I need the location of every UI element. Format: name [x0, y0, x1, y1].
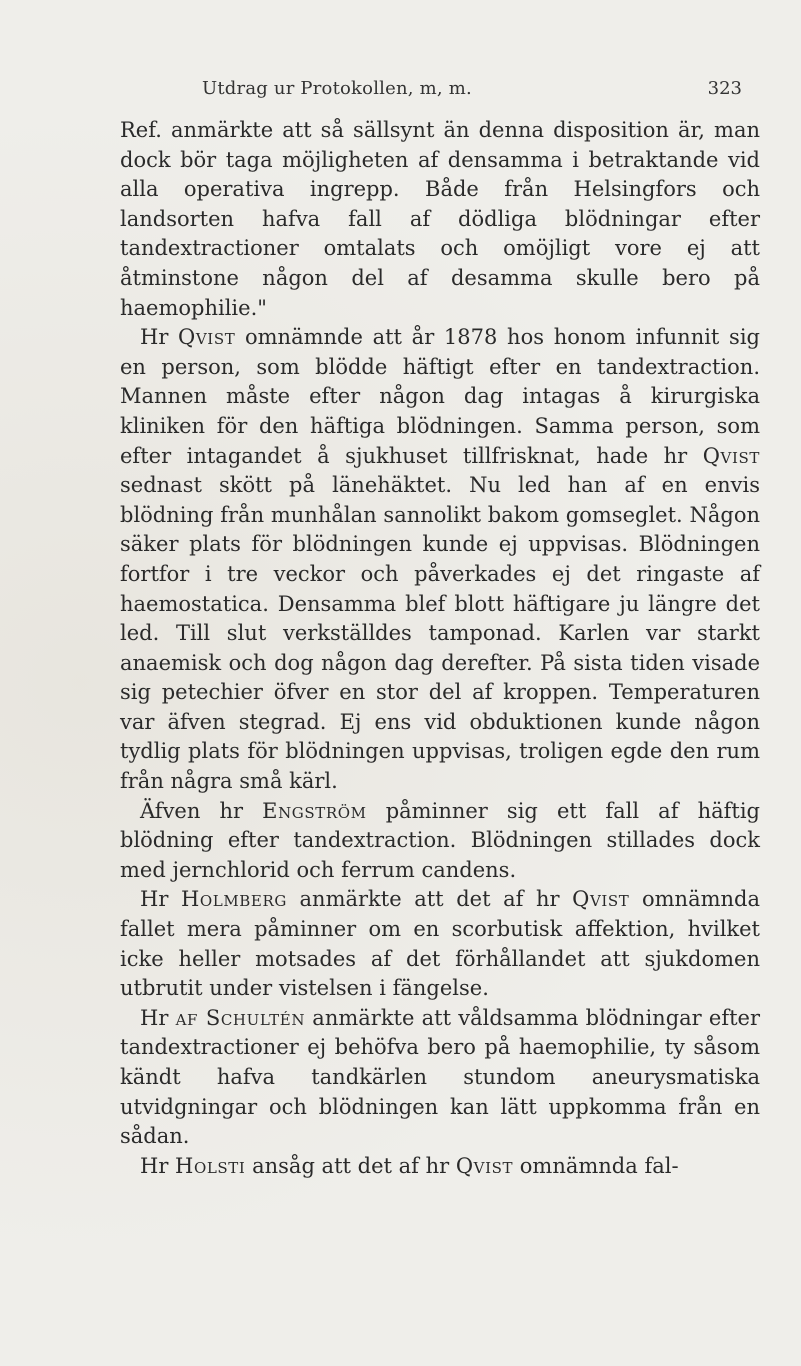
person-name: Holmberg — [180, 887, 287, 912]
text-run: Ref. anmärkte att så sällsynt än denna disposition är, man dock bör taga möjligheten af densamma i betraktande vid alla operativa ingrepp. Både från Helsingfors och landsorten hafva fall af dödliga blödningar efter tandextractioner omtalats och omöjligt vore ej att åtminstone någon del af desamma skulle bero på haemophilie." — [120, 118, 760, 320]
paragraph — [120, 797, 760, 886]
page-header — [120, 78, 760, 114]
text-run: anmärkte att det af hr — [286, 887, 573, 912]
text-run: Hr — [140, 1005, 176, 1030]
person-name: af Schultén — [175, 1005, 306, 1030]
document-page — [120, 78, 760, 1181]
text-run: Hr — [140, 887, 181, 912]
person-name: Qvist — [702, 443, 760, 468]
person-name: Qvist — [178, 325, 236, 350]
text-run: anmärkte att våldsamma blödningar efter tandextractioner ej behöfva bero på haemophilie, ty såsom kändt hafva tandkärlen stundom aneurysmatiska utvidgningar och blödningen kan lätt uppkomma från en sådan. — [120, 1005, 761, 1149]
text-run: Hr — [140, 1153, 176, 1178]
text-run: omnämnda fallet mera påminner om en scorbutisk affektion, hvilket icke heller motsades af det förhållandet att sjukdomen utbrutit under vistelsen i fängelse. — [120, 887, 760, 1001]
paragraph — [120, 116, 760, 323]
text-run: Äfven hr — [140, 798, 263, 823]
text-run: omnämnda fal- — [513, 1153, 679, 1178]
paragraph — [120, 885, 760, 1003]
running-title: Utdrag ur Protokollen, m, m. — [202, 78, 472, 99]
body-text — [120, 116, 760, 1181]
person-name: Engström — [262, 798, 367, 823]
text-run: Hr — [140, 325, 179, 350]
person-name: Qvist — [572, 887, 630, 912]
paragraph — [120, 323, 760, 797]
paragraph — [120, 1152, 760, 1182]
paragraph — [120, 1004, 760, 1152]
page-number: 323 — [707, 78, 742, 99]
person-name: Holsti — [175, 1153, 246, 1178]
text-run: omnämnde att år 1878 hos honom infunnit sig en person, som blödde häftigt efter en tandextraction. Mannen måste efter någon dag intagas å kirurgiska kliniken för den häftiga blödningen. Samma person, som efter intagandet å sjukhuset tillfrisknat, hade hr — [120, 325, 760, 468]
text-run: sednast skött på länehäktet. Nu led han af en envis blödning från munhålan sannolikt bakom gomseglet. Någon säker plats för blödningen kunde ej uppvisas. Blödningen fortfor i tre veckor och påverkades ej det ringaste af haemostatica. Densamma blef blott häftigare ju längre det led. Till slut verkställdes tamponad. Karlen var starkt anaemisk och dog någon dag derefter. På sista tiden visade sig petechier öfver en stor del af kroppen. Temperaturen var äfven stegrad. Ej ens vid obduktionen kunde någon tydlig plats för blödningen uppvisas, troligen egde den rum från några små kärl. — [120, 473, 760, 794]
person-name: Qvist — [455, 1153, 514, 1178]
text-run: ansåg att det af hr — [245, 1153, 456, 1178]
text-run: påminner sig ett fall af häftig blödning efter tandextraction. Blödningen stillades dock med jernchlorid och ferrum candens. — [120, 798, 760, 882]
